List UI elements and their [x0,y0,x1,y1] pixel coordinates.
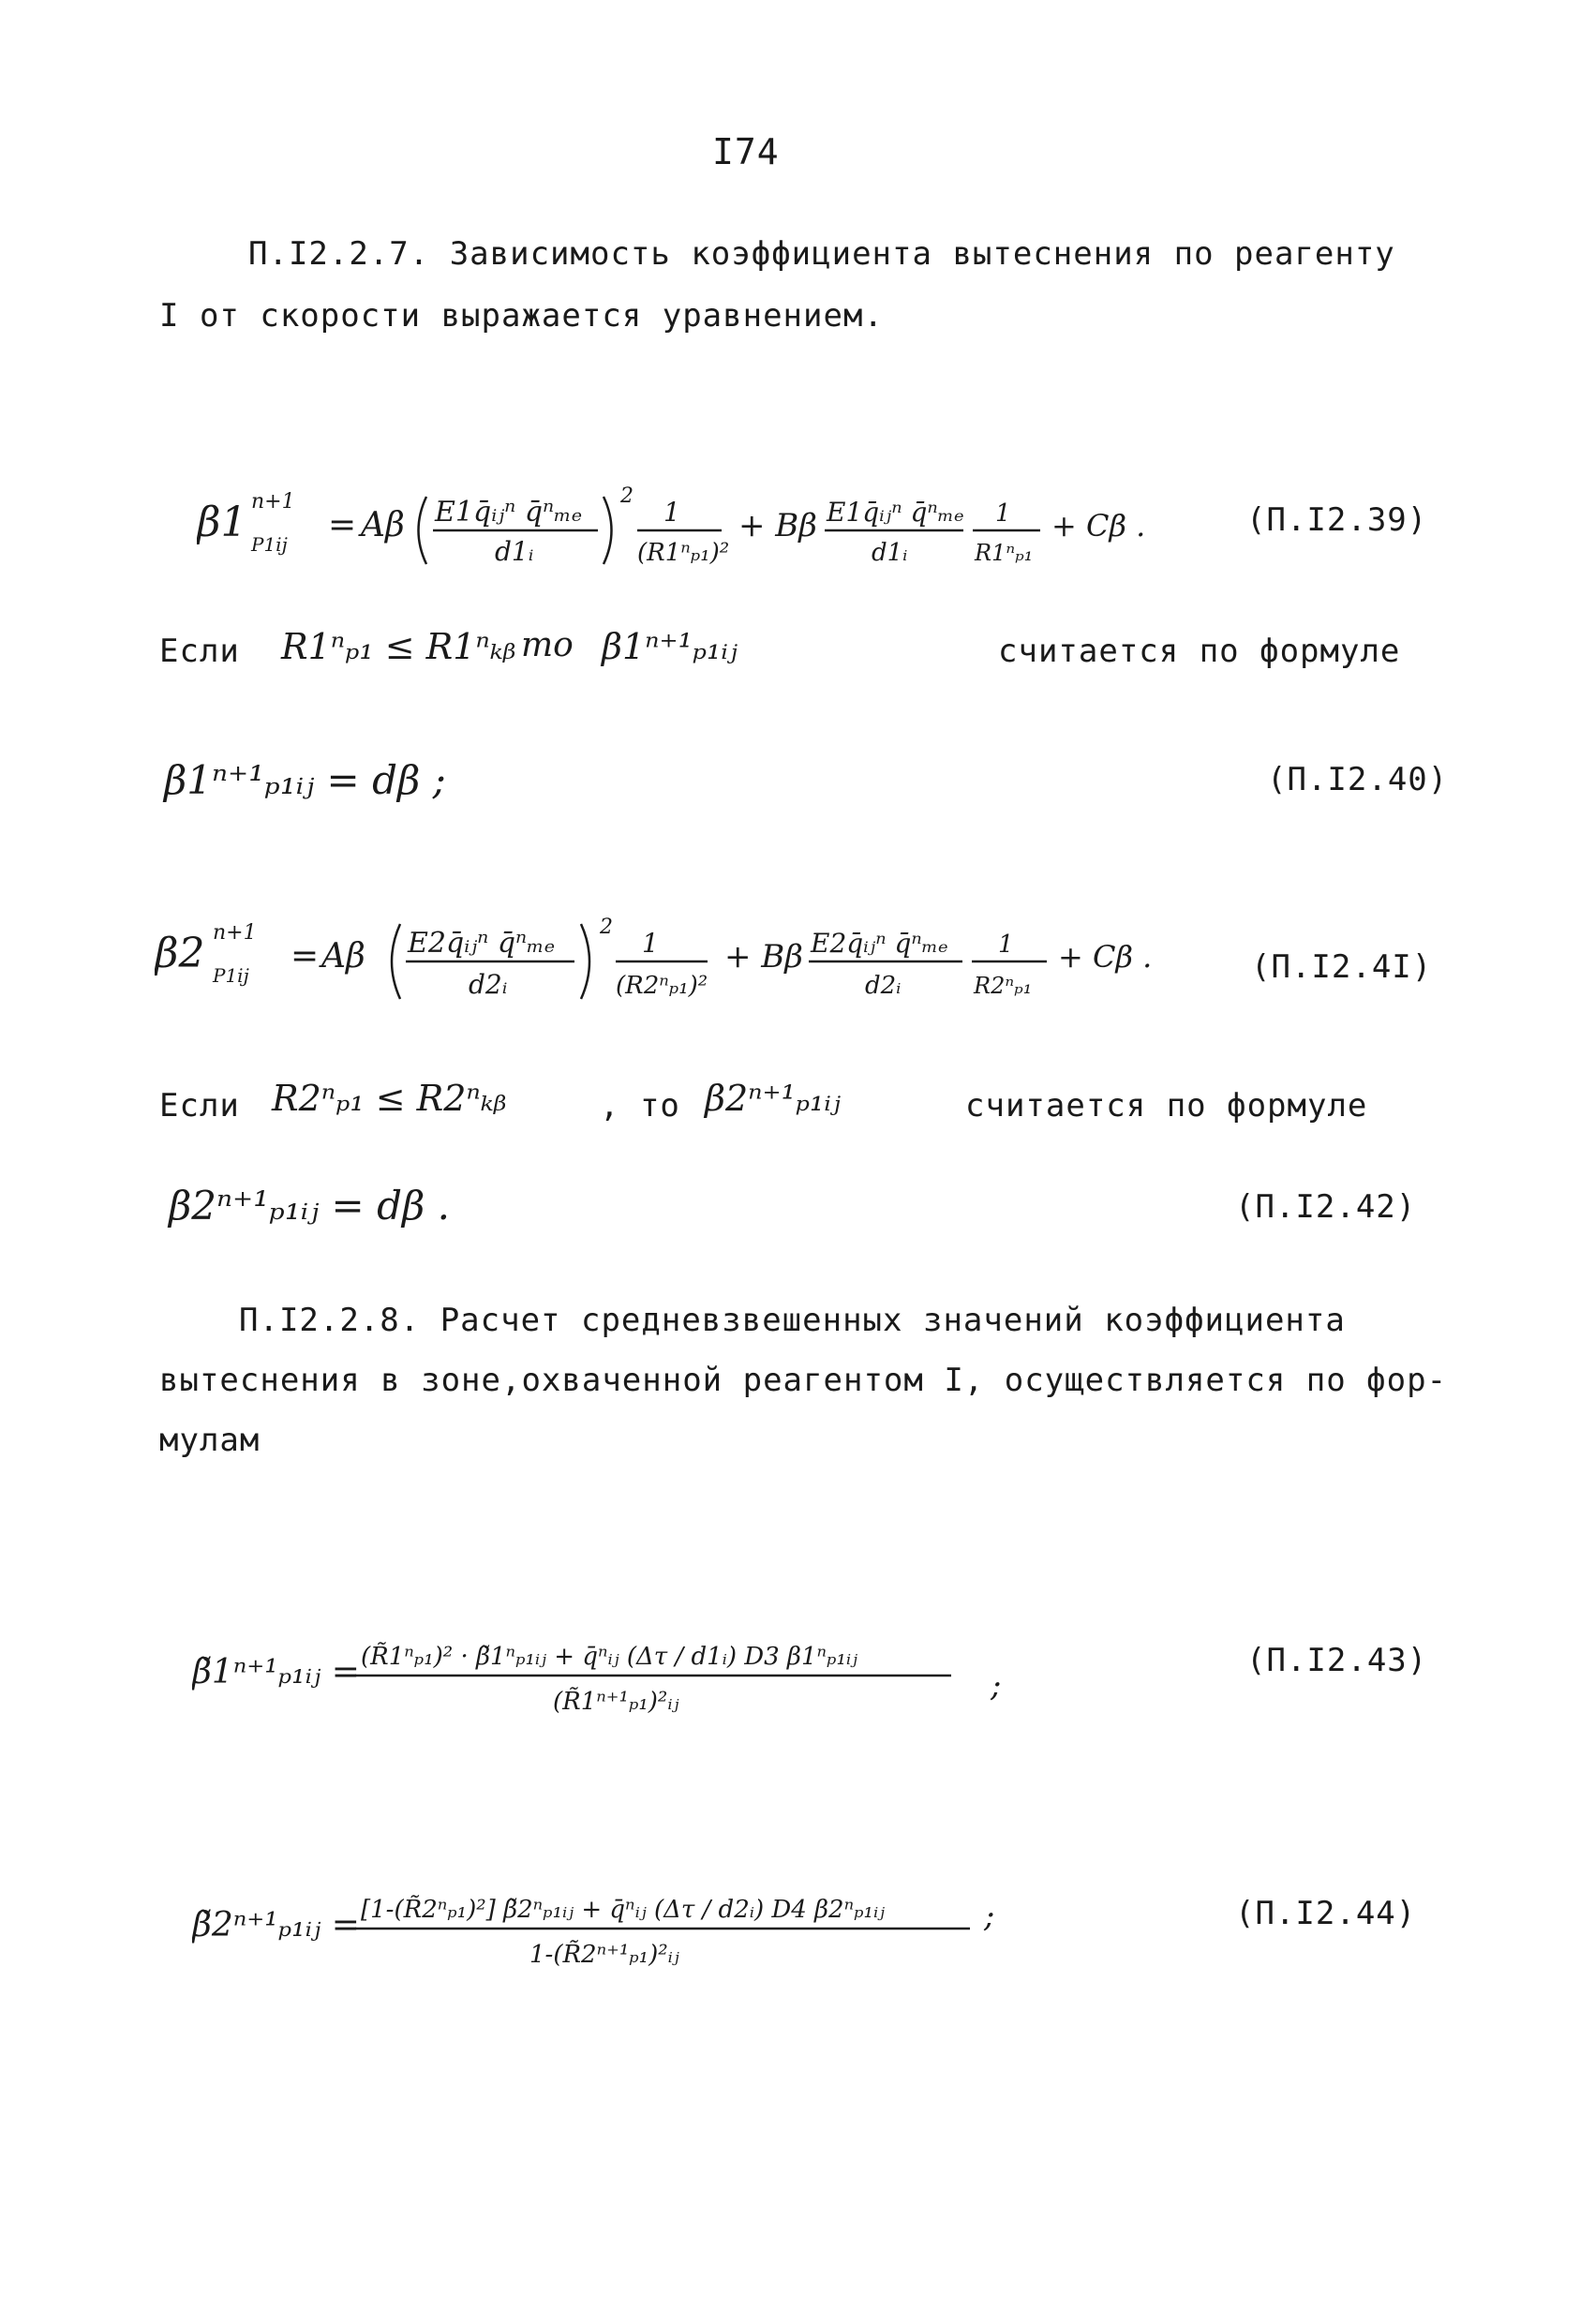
cond2-expression: R2ⁿₚ₁ ≤ R2ⁿₖᵦ [272,1078,507,1119]
eq41-paren-right [581,924,589,999]
cond1-to-word: то [521,626,574,664]
eq39-coef-a: Aβ [361,506,405,544]
eq41-num3: E2q̄ᵢⱼⁿ q̄ⁿₘₑ [811,928,948,959]
eq41-lhs-sup: n+1 [213,921,257,945]
eq39-coef-b: + Bβ [738,507,817,544]
cond2-text: считается по формуле [965,1087,1368,1125]
eq43-numerator: (R̃1ⁿₚ₁)² · β̃1ⁿₚ₁ᵢⱼ + q̄ⁿᵢⱼ (Δτ / d1ᵢ) D3 β1ⁿₚ₁ᵢⱼ [361,1643,857,1671]
eq41-den1: d2ᵢ [469,969,508,1000]
eq41-den3: d2ᵢ [865,972,902,1000]
eq41-frac2-den: (R2ⁿₚ₁)² [616,972,708,1000]
cond1-if-word: Если [159,633,240,670]
eq39-frac4-num: 1 [995,499,1011,528]
eq41-coef-b: + Bβ [724,938,803,976]
equation-12-40: β1ⁿ⁺¹ₚ₁ᵢⱼ = dβ ; [164,757,446,803]
eq39-tail: + Cβ . [1051,508,1146,544]
equation-12-39-svg [197,469,1228,590]
equation-12-42: β2ⁿ⁺¹ₚ₁ᵢⱼ = dβ . [169,1183,450,1229]
eq44-lhs: β̃2ⁿ⁺¹ₚ₁ᵢⱼ = [192,1906,360,1944]
equation-12-40-number: (П.I2.40) [1267,761,1449,798]
eq41-frac4-den: R2ⁿₚ₁ [974,973,1033,999]
cond1-variable: β1ⁿ⁺¹ₚ₁ᵢⱼ [602,626,738,667]
eq44-denominator: 1-(R̃2ⁿ⁺¹ₚ₁)²ᵢⱼ [529,1941,679,1969]
eq39-den1: d1ᵢ [495,536,534,567]
eq39-paren-left [419,497,427,564]
equation-12-42-number: (П.I2.42) [1235,1188,1417,1226]
eq41-frac4-num: 1 [998,931,1014,959]
equation-12-43-number: (П.I2.43) [1246,1642,1428,1679]
equation-12-44-number: (П.I2.44) [1235,1895,1417,1932]
equation-12-41-number: (П.I2.4I) [1251,948,1433,986]
eq41-tail: + Cβ . [1058,939,1153,975]
eq43-tail: ; [991,1667,1002,1705]
eq39-frac2-num: 1 [663,497,680,528]
eq41-lhs-sub: P1ij [213,964,249,987]
cond2-variable: β2ⁿ⁺¹ₚ₁ᵢⱼ [705,1078,841,1119]
equation-12-43 [192,1621,1036,1742]
section-7-line-2: I от скорости выражается уравнением. [159,297,884,335]
eq43-denominator: (R̃1ⁿ⁺¹ₚ₁)²ᵢⱼ [553,1688,679,1716]
eq39-den3: d1ᵢ [872,539,908,567]
equation-12-44 [192,1874,1036,1995]
eq39-lhs-sub: P1ij [251,533,288,556]
eq41-paren-left [392,924,400,999]
cond2-if-word: Если [159,1087,240,1125]
eq41-lhs: β2 [155,930,205,977]
eq39-lhs-sup: n+1 [251,490,295,514]
section-7-line-1: П.I2.2.7. Зависимость коэффициента вытеснения по реагенту [248,235,1395,273]
svg-text:=: = [291,937,320,976]
page-number: I74 [712,131,780,172]
cond2-to-word: , то [600,1087,680,1125]
equation-12-44-svg [192,1874,1036,1987]
eq44-tail: ; [984,1898,995,1935]
eq43-lhs: β̃1ⁿ⁺¹ₚ₁ᵢⱼ = [192,1653,360,1691]
eq41-frac2-num: 1 [642,928,659,959]
equation-12-39-number: (П.I2.39) [1246,501,1428,539]
cond1-expression: R1ⁿₚ₁ ≤ R1ⁿₖᵦ [281,626,516,667]
equation-12-41 [155,900,1214,1030]
section-8-line-3: мулам [159,1422,261,1459]
cond1-text: считается по формуле [998,633,1401,670]
eq41-coef-a: Aβ [321,937,365,976]
equation-12-39 [197,469,1228,599]
eq39-frac2-den: (R1ⁿₚ₁)² [637,539,730,567]
equation-12-43-svg [192,1621,1036,1734]
eq39-pow: 2 [620,484,634,508]
eq44-numerator: [1-(R̃2ⁿₚ₁)²] β̃2ⁿₚ₁ᵢⱼ + q̄ⁿᵢⱼ (Δτ / d2ᵢ) D4 β2ⁿₚ₁ᵢⱼ [361,1896,886,1924]
svg-text:=: = [328,506,357,544]
eq39-paren-right [604,497,612,564]
eq39-lhs: β1 [197,499,247,546]
eq39-frac4-den: R1ⁿₚ₁ [975,540,1034,566]
eq39-num1: E1q̄ᵢⱼⁿ q̄ⁿₘₑ [435,496,583,529]
eq41-num1: E2q̄ᵢⱼⁿ q̄ⁿₘₑ [408,927,556,960]
section-8-line-1: П.I2.2.8. Расчет средневзвешенных значений коэффициента [239,1302,1346,1339]
eq39-num3: E1q̄ᵢⱼⁿ q̄ⁿₘₑ [827,497,964,528]
section-8-line-2: вытеснения в зоне,охваченной реагентом I, осуществляется по фор- [159,1362,1448,1399]
equation-12-41-svg [155,900,1214,1021]
eq41-pow: 2 [600,916,613,939]
